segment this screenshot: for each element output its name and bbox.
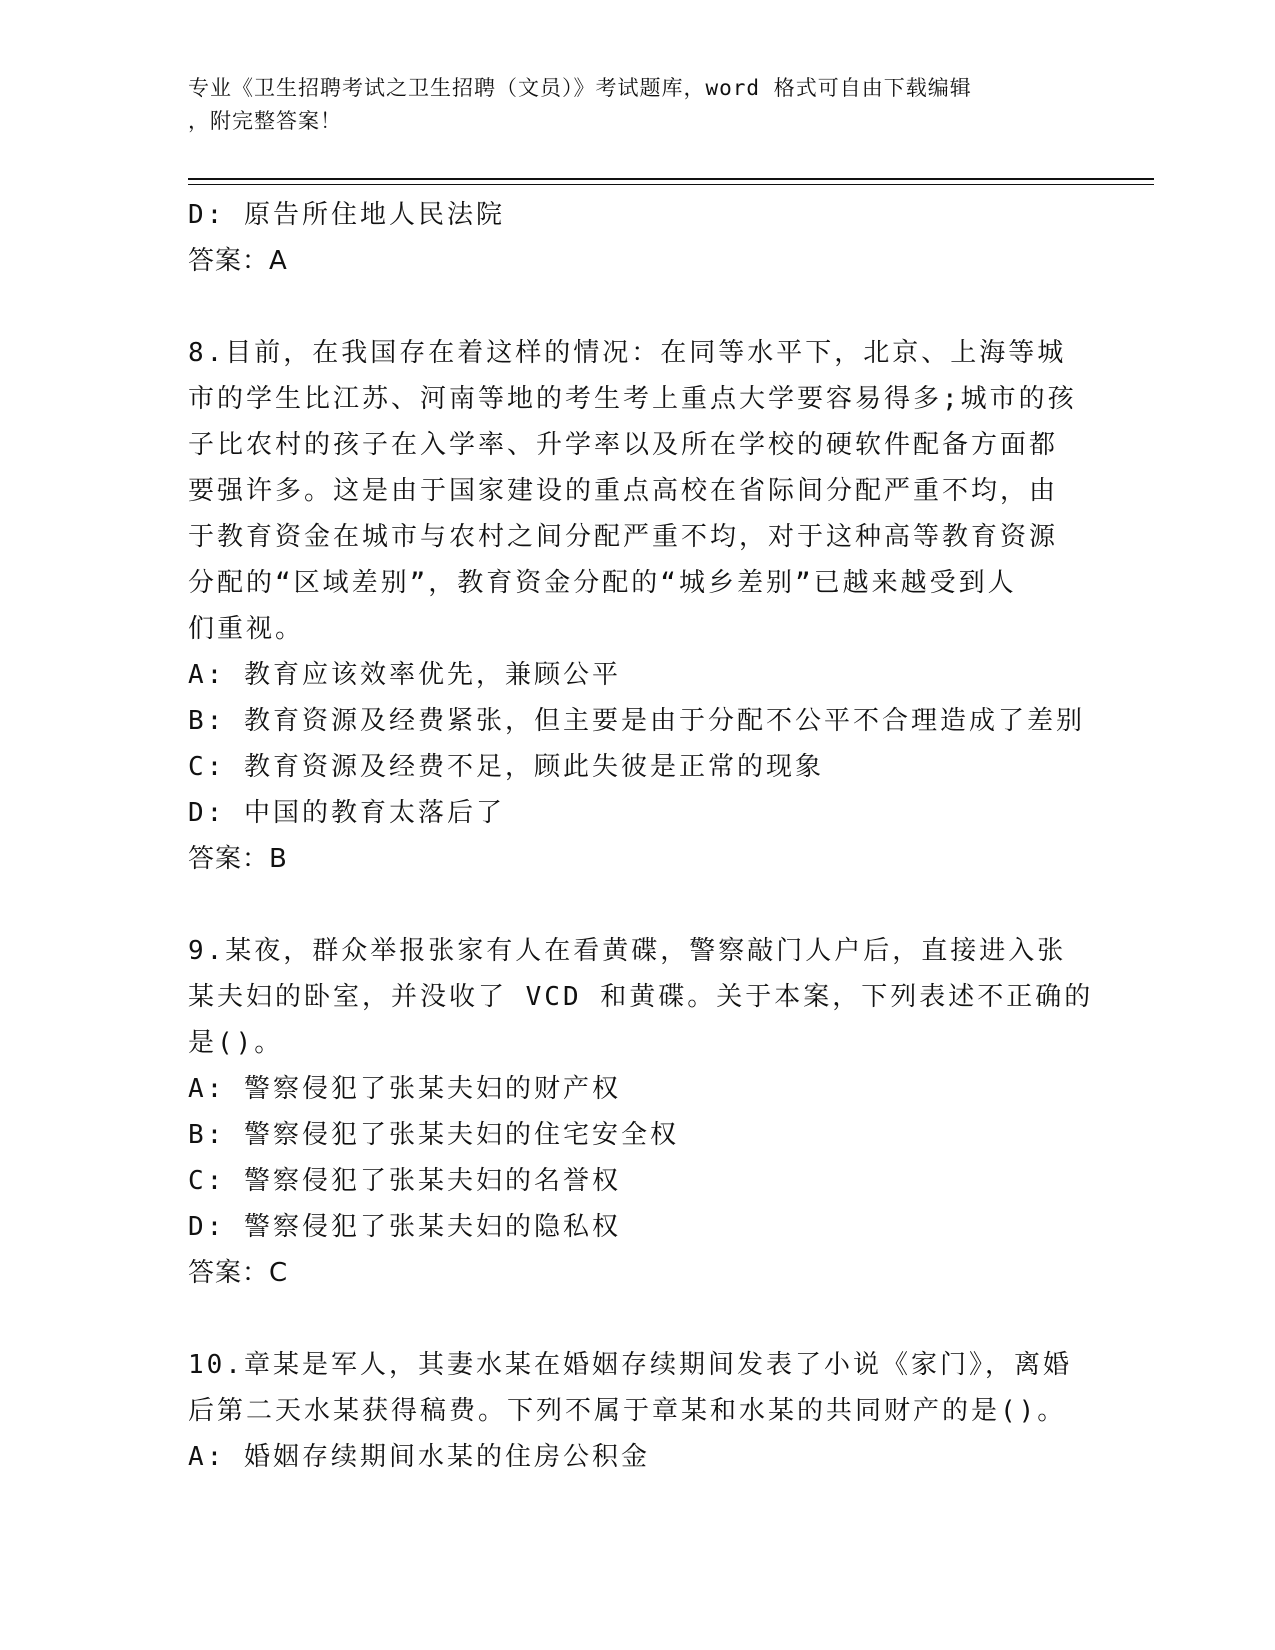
option-c: C: 教育资源及经费不足，顾此失彼是正常的现象	[188, 752, 824, 782]
question-text-line: 子比农村的孩子在入学率、升学率以及所在学校的硬软件配备方面都	[188, 430, 1059, 460]
header-rule-thin	[188, 184, 1154, 185]
header-rule-thick	[188, 178, 1154, 180]
question-text-line: 后第二天水某获得稿费。下列不属于章某和水某的共同财产的是()。	[188, 1396, 1067, 1426]
question-text-line: 分配的“区域差别”，教育资金分配的“城乡差别”已越来越受到人	[188, 568, 1017, 598]
option-d: D: 中国的教育太落后了	[188, 798, 505, 828]
option-b: B: 警察侵犯了张某夫妇的住宅安全权	[188, 1120, 679, 1150]
question-text-line: 8.目前，在我国存在着这样的情况：在同等水平下，北京、上海等城	[188, 338, 1067, 368]
answer-line: 答案：A	[188, 246, 288, 276]
question-text-line: 10.章某是军人，其妻水某在婚姻存续期间发表了小说《家门》，离婚	[188, 1350, 1072, 1380]
question-text-line: 们重视。	[188, 614, 305, 644]
option-d: D: 警察侵犯了张某夫妇的隐私权	[188, 1212, 621, 1242]
question-8	[188, 330, 1088, 882]
option-c: C: 警察侵犯了张某夫妇的名誉权	[188, 1166, 621, 1196]
question-10	[188, 1342, 1088, 1480]
question-text-line: 是()。	[188, 1028, 284, 1058]
question-text-line: 于教育资金在城市与农村之间分配严重不均，对于这种高等教育资源	[188, 522, 1059, 552]
option-a: A: 婚姻存续期间水某的住房公积金	[188, 1442, 650, 1472]
option-b: B: 教育资源及经费紧张，但主要是由于分配不公平不合理造成了差别	[188, 706, 1085, 736]
answer-line: 答案：C	[188, 1258, 289, 1288]
option-d: D: 原告所住地人民法院	[188, 200, 505, 230]
question-text-line: 要强许多。这是由于国家建设的重点高校在省际间分配严重不均，由	[188, 476, 1059, 506]
question-9	[188, 928, 1094, 1296]
question-content	[188, 192, 1094, 1480]
header-line-1: 专业《卫生招聘考试之卫生招聘（文员）》考试题库，word 格式可自由下载编辑	[188, 76, 972, 100]
question-text-line: 市的学生比江苏、河南等地的考生考上重点大学要容易得多;城市的孩	[188, 384, 1077, 414]
answer-line: 答案：B	[188, 844, 288, 874]
option-a: A: 警察侵犯了张某夫妇的财产权	[188, 1074, 621, 1104]
page-header	[188, 72, 1068, 138]
option-a: A: 教育应该效率优先，兼顾公平	[188, 660, 621, 690]
question-text-line: 9.某夜，群众举报张家有人在看黄碟，警察敲门人户后，直接进入张	[188, 936, 1067, 966]
prev-question-tail	[188, 192, 1088, 284]
question-text-line: 某夫妇的卧室，并没收了 VCD 和黄碟。关于本案，下列表述不正确的	[188, 982, 1094, 1012]
header-line-2: ，附完整答案！	[188, 109, 342, 133]
